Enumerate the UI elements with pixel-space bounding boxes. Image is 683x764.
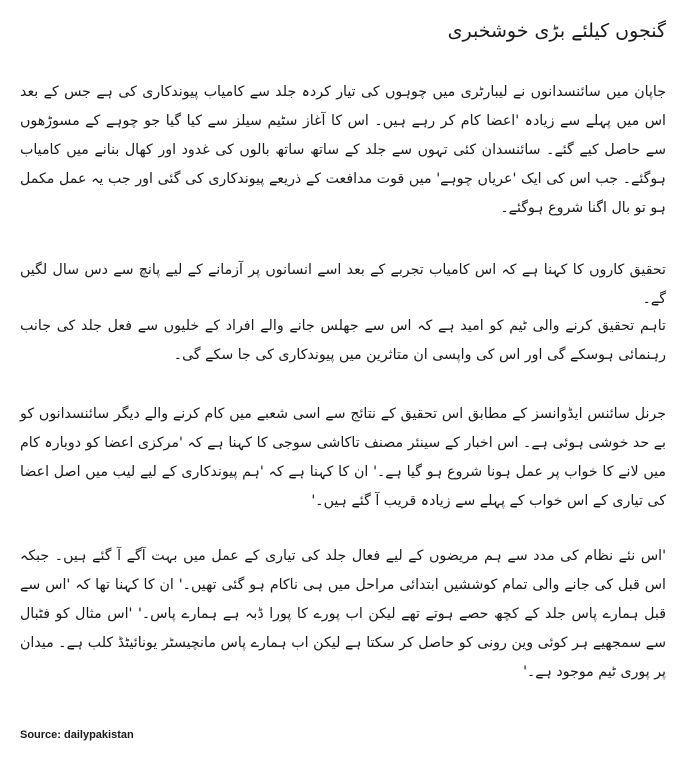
paragraph: تحقیق کاروں کا کہنا ہے کہ اس کامیاب تجربے کے بعد اسے انسانوں پر آزمانے کے لیے پانچ سے دس سال لگیں گے۔ [20,262,666,307]
article-title: گنجوں کیلئے بڑی خوشخبری [447,20,666,42]
paragraph: جاپان میں سائنسدانوں نے لیبارٹری میں چوہوں کی تیار کردہ جلد سے کامیاب پیوندکاری کی ہے جس کے بعد اس میں پہلے سے زیادہ 'اعضا کام کر رہے ہیں۔ اس کا آغاز سٹیم سیلز سے کیا گیا جو چوہے کے مسوڑھوں سے حاصل کیے گئے۔ سائنسدان کئی تہوں سے جلد کے ساتھ ساتھ بالوں کی غدود اور کھال بنانے میں کامیاب ہوگئے۔ جب اس کی ایک 'عریاں چوہے' میں قوت مدافعت کے ذریعے پیوندکاری کی گئی اور جب یہ عمل مکمل ہو تو بال اگنا شروع ہوگئے۔ [20,84,666,216]
paragraph: جرنل سائنس ایڈوانسز کے مطابق اس تحقیق کے نتائج سے اسی شعبے میں کام کرنے والے دیگر سائنسدانوں کو بے حد خوشی ہوئی ہے۔ اس اخبار کے سینئر مصنف تاکاشی سوجی کا کہنا ہے کہ 'مرکزی اعضا کو دوبارہ کام میں لانے کا خواب پر عمل ہونا شروع ہو گیا ہے۔' ان کا کہنا ہے کہ 'ہم پیوندکاری کے لیے لیب میں اصل اعضا کی تیاری کے اس خواب کے پہلے سے زیادہ قریب آ گئے ہیں۔' [20,406,666,509]
article [20,0,666,764]
paragraph: تاہم تحقیق کرنے والی ٹیم کو امید ہے کہ اس سے جھلس جانے والے افراد کے خلیوں سے فعل جلد کی جانب رہنمائی ہوسکے گی اور اس کی واپسی ان متاثرین میں پیوندکاری کی جا سکے گی۔ [20,318,666,363]
source-credit: Source: dailypakistan [20,729,134,741]
paragraph: 'اس نئے نظام کی مدد سے ہم مریضوں کے لیے فعال جلد کی تیاری کے عمل میں بہت آگے آ گئے ہیں۔ جبکہ اس قبل کی جانے والی تمام کوششیں ابتدائی مراحل میں ہی ناکام ہو گئی تھیں۔' ان کا کہنا تھا کہ 'اس سے قبل ہمارے پاس جلد کے کچھ حصے ہوتے تھے لیکن اب پورے کا پورا ڈبہ ہے ہمارے پاس۔' 'اس مثال کو فٹبال سے سمجھیے ہر کوئی وین رونی کو حاصل کر سکتا ہے لیکن اب ہمارے پاس مانچیسٹر یونائیٹڈ کلب ہے۔ میدان پر پوری ٹیم موجود ہے۔' [20,548,666,680]
